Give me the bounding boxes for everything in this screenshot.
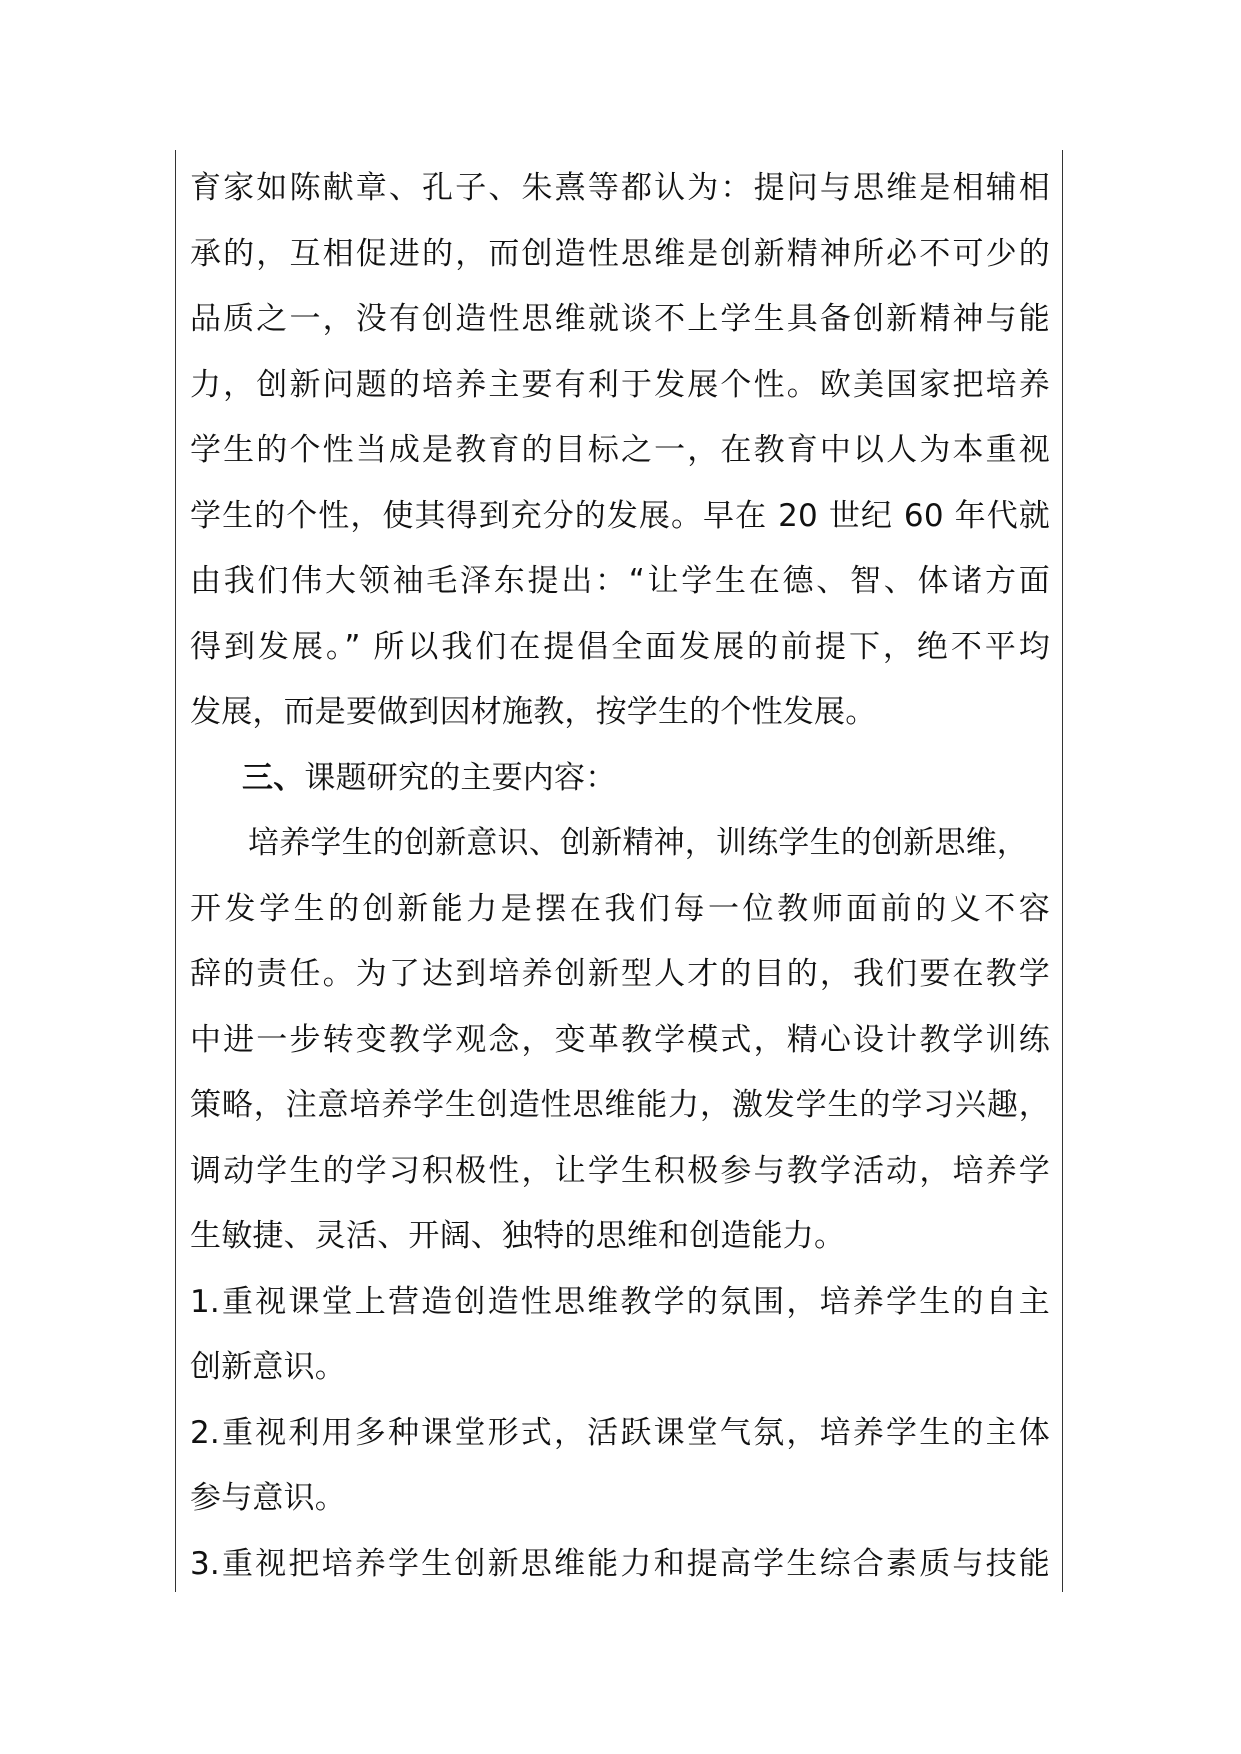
text-line: 育家如陈献章、孔子、朱熹等都认为：提问与思维是相辅相	[190, 170, 1050, 206]
text-line: 由我们伟大领袖毛泽东提出：“让学生在德、智、体诸方面	[190, 563, 1050, 599]
section-heading-text: 课题研究的主要内容：	[304, 759, 617, 796]
text-line: 承的，互相促进的，而创造性思维是创新精神所必不可少的	[190, 235, 1050, 272]
text-line: 发展，而是要做到因材施教，按学生的个性发展。	[190, 694, 877, 730]
list-item-2-line-1: 2.重视利用多种课堂形式，活跃课堂气氛，培养学生的主体	[190, 1414, 1050, 1451]
text-line: 得到发展。” 所以我们在提倡全面发展的前提下，绝不平均	[190, 628, 1050, 665]
text-line: 中进一步转变教学观念，变革教学模式，精心设计教学训练	[190, 1021, 1050, 1058]
section-heading	[190, 746, 1060, 812]
paragraph-first-line: 培养学生的创新意识、创新精神，训练学生的创新思维，	[248, 825, 1028, 861]
text-line: 辞的责任。为了达到培养创新型人才的目的，我们要在教学	[190, 956, 1050, 992]
section-heading-number: 三、	[242, 759, 305, 796]
text-line: 调动学生的学习积极性，让学生积极参与教学活动，培养学	[190, 1152, 1050, 1189]
text-line: 学生的个性，使其得到充分的发展。早在 20 世纪 60 年代就	[190, 497, 1050, 534]
text-line: 学生的个性当成是教育的目标之一，在教育中以人为本重视	[190, 432, 1050, 468]
text-line: 力，创新问题的培养主要有利于发展个性。欧美国家把培养	[190, 366, 1050, 403]
text-line: 开发学生的创新能力是摆在我们每一位教师面前的义不容	[190, 890, 1050, 927]
text-line: 品质之一，没有创造性思维就谈不上学生具备创新精神与能	[190, 301, 1050, 337]
text-line: 策略，注意培养学生创造性思维能力，激发学生的学习兴趣，	[190, 1087, 1050, 1123]
list-item-1-line-2: 创新意识。	[190, 1349, 346, 1385]
text-line: 生敏捷、灵活、开阔、独特的思维和创造能力。	[190, 1218, 846, 1254]
list-item-2-line-2: 参与意识。	[190, 1480, 346, 1516]
list-item-3-line-1: 3.重视把培养学生创新思维能力和提高学生综合素质与技能	[190, 1545, 1050, 1582]
document-body	[190, 156, 1060, 1597]
list-item-1-line-1: 1.重视课堂上营造创造性思维教学的氛围，培养学生的自主	[190, 1283, 1050, 1320]
